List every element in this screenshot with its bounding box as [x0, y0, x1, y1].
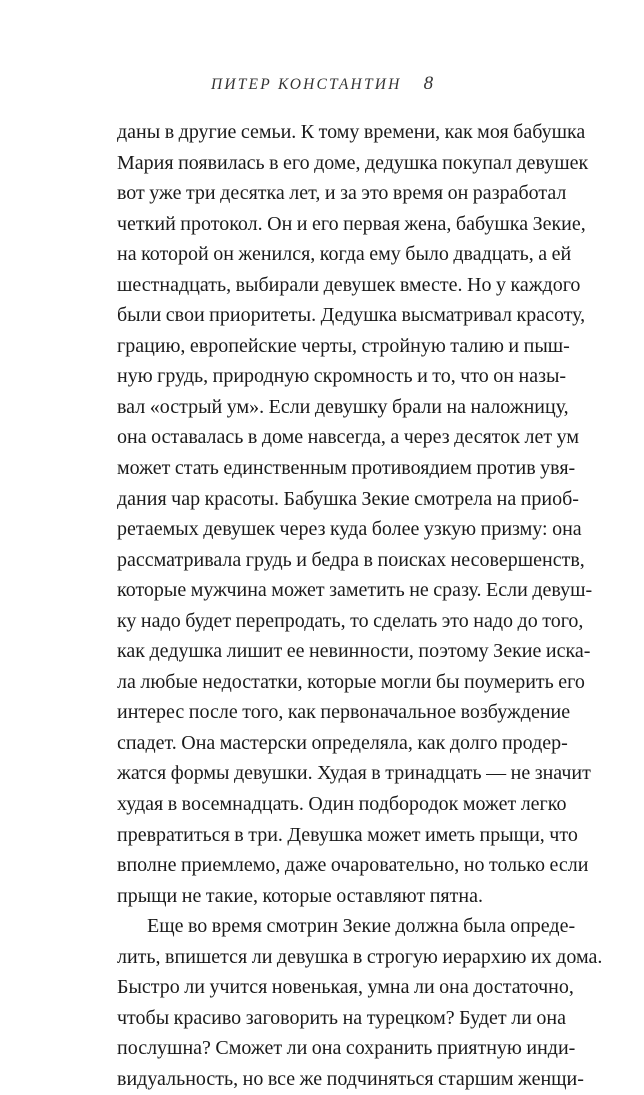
running-head-author: ПИТЕР КОНСТАНТИН [210, 76, 402, 93]
text-line: жатся формы девушки. Худая в тринадцать — не значит [117, 762, 591, 785]
text-line: вполне приемлемо, даже очаровательно, но только если [117, 854, 589, 877]
text-line: может стать единственным противоядием против увя- [117, 457, 576, 480]
text-line: ретаемых девушек через куда более узкую призму: она [117, 518, 582, 541]
text-line: Еще во время смотрин Зекие должна была опреде- [147, 915, 576, 938]
text-line: Мария появилась в его доме, дедушка покупал девушек [117, 151, 589, 174]
text-line: рассматривала грудь и бедра в поисках несовершенств, [117, 548, 585, 571]
text-line: послушна? Сможет ли она сохранить приятную инди- [117, 1037, 576, 1060]
body-text [117, 117, 603, 1095]
text-line: вал «острый ум». Если девушку брали на наложницу, [117, 395, 569, 418]
text-line: прыщи не такие, которые оставляют пятна. [117, 884, 483, 907]
text-line: она оставалась в доме навсегда, а через десяток лет ум [117, 426, 579, 449]
text-line: которые мужчина может заметить не сразу. Если девуш- [117, 579, 593, 602]
text-line: худая в восемнадцать. Один подбородок может легко [117, 793, 567, 816]
text-line: видуальность, но все же подчиняться старшим женщи- [117, 1067, 584, 1090]
running-header [0, 73, 644, 95]
text-line: ку надо будет перепродать, то сделать это надо до того, [117, 609, 584, 632]
text-line: даны в другие семьи. К тому времени, как моя бабушка [117, 121, 586, 143]
text-line: вот уже три десятка лет, и за это время он разработал [117, 182, 567, 205]
text-line: грацию, европейские черты, стройную талию и пыш- [117, 334, 570, 357]
paragraph-1 [117, 117, 593, 911]
text-line: лить, впишется ли девушка в строгую иерархию их дома. [117, 945, 603, 968]
text-line: спадет. Она мастерски определяла, как долго продер- [117, 731, 568, 754]
text-line: как дедушка лишит ее невинности, поэтому Зекие иска- [117, 640, 591, 663]
text-line: на которой он женился, когда ему было двадцать, а ей [117, 243, 572, 266]
text-line: были свои приоритеты. Дедушка высматривал красоту, [117, 304, 586, 327]
text-line: шестнадцать, выбирали девушек вместе. Но у каждого [117, 273, 581, 296]
text-line: ла любые недостатки, которые могли бы поумерить его [117, 670, 585, 693]
text-line: ную грудь, природную скромность и то, что он назы- [117, 365, 567, 388]
text-line: превратиться в три. Девушка может иметь прыщи, что [117, 823, 578, 846]
page-number: 8 [423, 73, 434, 94]
text-line: дания чар красоты. Бабушка Зекие смотрела на приоб- [117, 487, 579, 510]
text-line: Быстро ли учится новенькая, умна ли она достаточно, [117, 976, 574, 999]
paragraph-2 [117, 911, 603, 1094]
text-line: чтобы красиво заговорить на турецком? Будет ли она [117, 1006, 566, 1029]
text-line: интерес после того, как первоначальное возбуждение [117, 701, 571, 724]
text-line: четкий протокол. Он и его первая жена, бабушка Зекие, [117, 212, 586, 235]
